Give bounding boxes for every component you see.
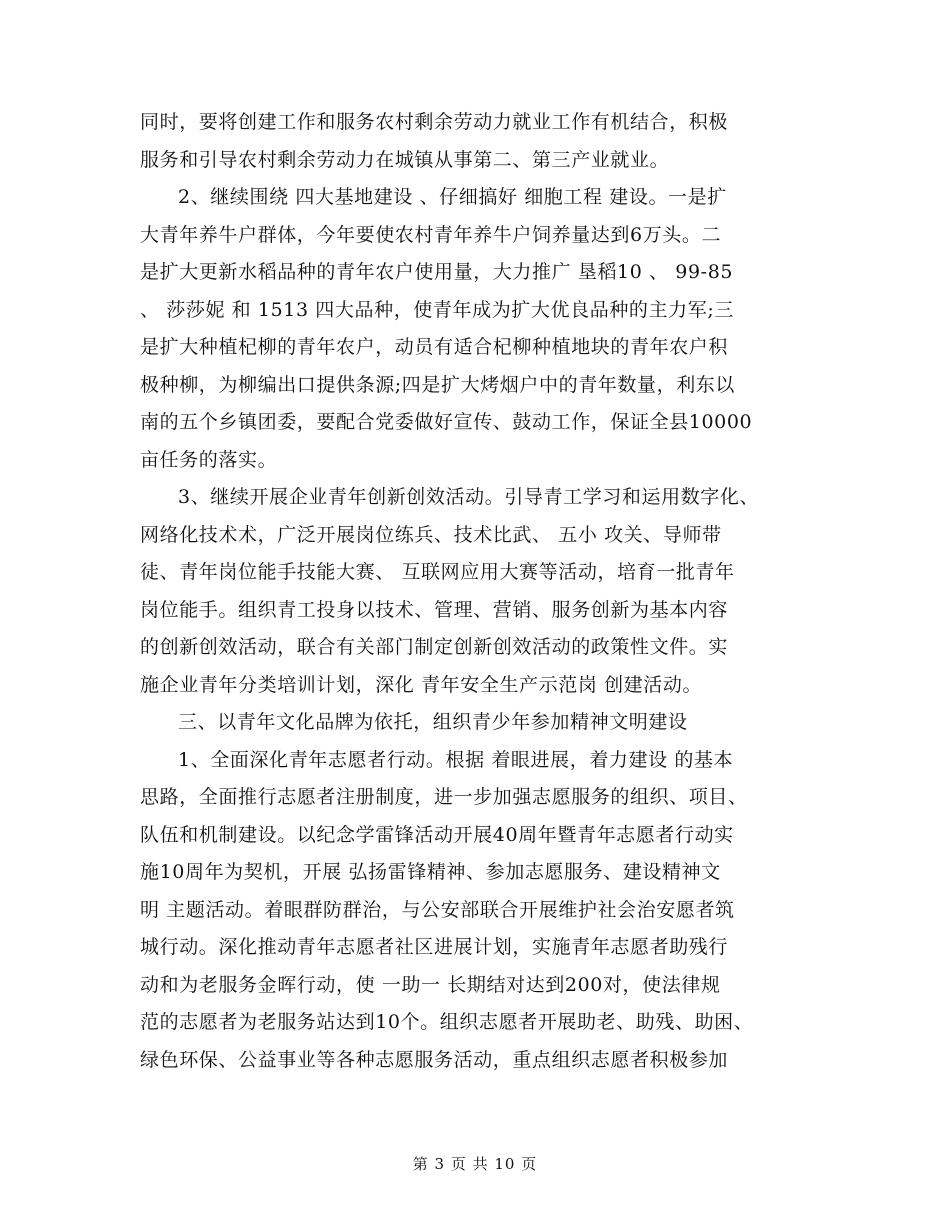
text-line: 亩任务的落实。 <box>140 448 278 471</box>
text-line: 是扩大种植杞柳的青年农户，动员有适合杞柳种植地块的青年农户积 <box>140 336 729 358</box>
text-line: 城行动。深化推动青年志愿者社区进展计划，实施青年志愿者助残行 <box>140 936 729 958</box>
text-line: 南的五个乡镇团委，要配合党委做好宣传、鼓动工作，保证全县10000 <box>140 411 753 433</box>
text-line: 极种柳，为柳编出口提供条源;四是扩大烤烟户中的青年数量，利东以 <box>140 373 736 396</box>
text-line: 服务和引导农村剩余劳动力在城镇从事第二、第三产业就业。 <box>140 148 670 171</box>
text-line: 2、继续围绕 四大基地建设 、仔细搞好 细胞工程 建设。一是扩 <box>178 186 727 208</box>
page-footer: 第 3 页 共 10 页 <box>412 1155 538 1173</box>
text-line: 明 主题活动。着眼群防群治，与公安部联合开展维护社会治安愿者筑 <box>140 898 735 921</box>
text-line: 岗位能手。组织青工投身以技术、管理、营销、服务创新为基本内容 <box>140 598 729 621</box>
text-line: 、 莎莎妮 和 1513 四大品种，使青年成为扩大优良品种的主力军;三 <box>140 298 734 321</box>
text-line: 网络化技术术，广泛开展岗位练兵、技术比武、 五小 攻关、导师带 <box>140 523 722 546</box>
text-line: 的创新创效活动，联合有关部门制定创新创效活动的政策性文件。实 <box>140 636 729 658</box>
text-line: 1、全面深化青年志愿者行动。根据 着眼进展，着力建设 的基本 <box>178 748 734 771</box>
text-line: 绿色环保、公益事业等各种志愿服务活动，重点组织志愿者积极参加 <box>140 1048 729 1071</box>
text-line: 队伍和机制建设。以纪念学雷锋活动开展40周年暨青年志愿者行动实 <box>140 823 734 846</box>
text-line: 是扩大更新水稻品种的青年农户使用量，大力推广 垦稻10 、 99-85 <box>140 261 734 283</box>
text-line: 同时，要将创建工作和服务农村剩余劳动力就业工作有机结合，积极 <box>140 111 729 133</box>
text-line: 三、以青年文化品牌为依托，组织青少年参加精神文明建设 <box>178 711 688 733</box>
text-line: 施10周年为契机，开展 弘扬雷锋精神、参加志愿服务、建设精神文 <box>140 861 721 883</box>
text-line: 徒、青年岗位能手技能大赛、 互联网应用大赛等活动，培育一批青年 <box>140 561 735 583</box>
text-line: 动和为老服务金晖行动，使 一助一 长期结对达到200对，使法律规 <box>140 973 721 996</box>
text-line: 3、继续开展企业青年创新创效活动。引导青工学习和运用数字化、 <box>178 486 760 508</box>
text-line: 大青年养牛户群体，今年要使农村青年养牛户饲养量达到6万头。二 <box>140 223 722 246</box>
text-line: 施企业青年分类培训计划，深化 青年安全生产示范岗 创建活动。 <box>140 673 703 696</box>
text-line: 思路，全面推行志愿者注册制度，进一步加强志愿服务的组织、项目、 <box>140 786 748 808</box>
document-body <box>140 104 820 1079</box>
text-line: 范的志愿者为老服务站达到10个。组织志愿者开展助老、助残、助困、 <box>140 1011 754 1033</box>
